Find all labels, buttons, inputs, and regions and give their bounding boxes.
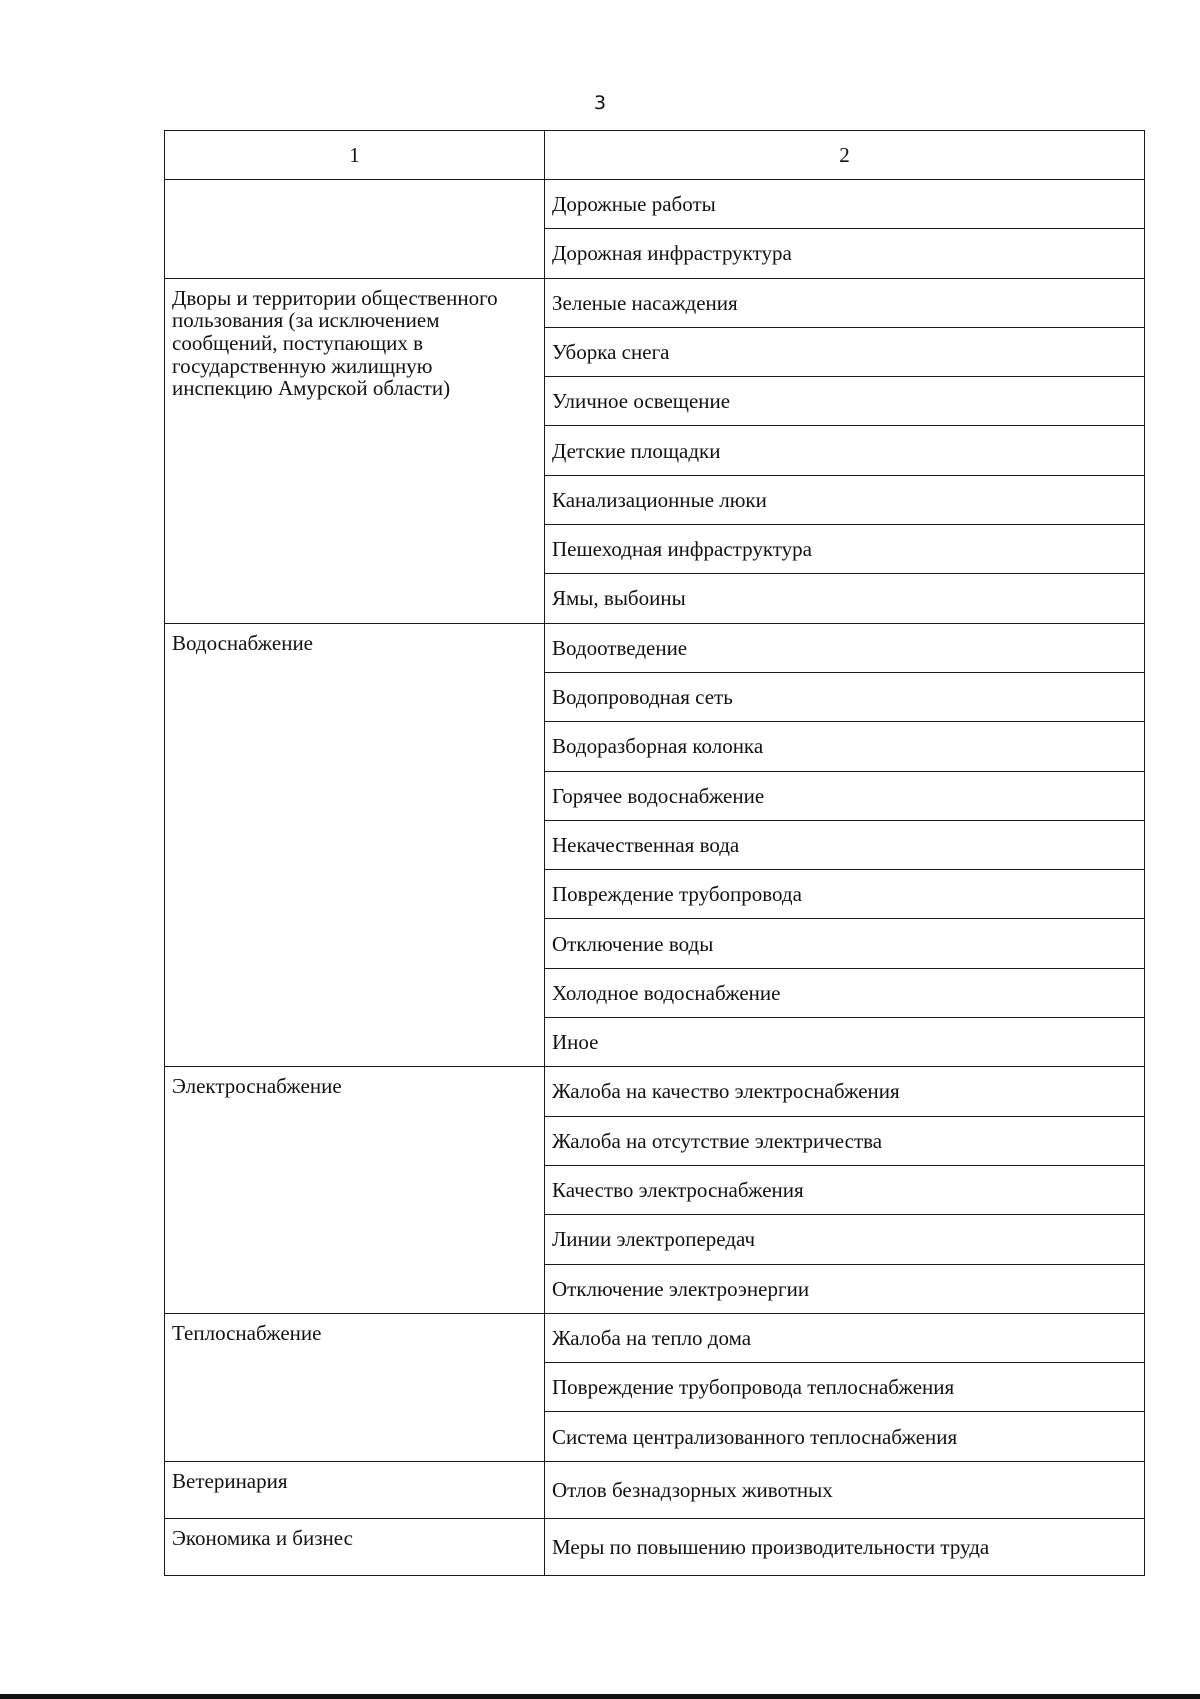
subcategory-cell: Жалоба на отсутствие электричества xyxy=(545,1116,1145,1165)
subcategory-cell: Система централизованного теплоснабжения xyxy=(545,1412,1145,1461)
subcategory-cell: Водоразборная колонка xyxy=(545,722,1145,771)
table-row xyxy=(165,1461,1145,1518)
subcategory-cell: Повреждение трубопровода xyxy=(545,870,1145,919)
scan-edge-line xyxy=(0,1694,1200,1699)
column-1-header: 1 xyxy=(165,131,545,180)
category-cell xyxy=(165,180,545,279)
subcategory-cell: Дорожные работы xyxy=(545,180,1145,229)
table-row xyxy=(165,278,1145,327)
subcategory-cell: Холодное водоснабжение xyxy=(545,968,1145,1017)
category-cell: Экономика и бизнес xyxy=(165,1519,545,1576)
subcategory-cell: Некачественная вода xyxy=(545,820,1145,869)
subcategory-cell: Меры по повышению производительности труда xyxy=(545,1519,1145,1576)
subcategory-cell: Жалоба на качество электроснабжения xyxy=(545,1067,1145,1116)
column-2-header: 2 xyxy=(545,131,1145,180)
table-row xyxy=(165,180,1145,229)
subcategory-cell: Канализационные люки xyxy=(545,475,1145,524)
subcategory-cell: Отлов безнадзорных животных xyxy=(545,1461,1145,1518)
subcategory-cell: Отключение электроэнергии xyxy=(545,1264,1145,1313)
subcategory-cell: Повреждение трубопровода теплоснабжения xyxy=(545,1363,1145,1412)
table-row xyxy=(165,1067,1145,1116)
subcategory-cell: Пешеходная инфраструктура xyxy=(545,525,1145,574)
category-cell: Ветеринария xyxy=(165,1461,545,1518)
table-header-row xyxy=(165,131,1145,180)
category-cell: Электроснабжение xyxy=(165,1067,545,1313)
subcategory-cell: Водоотведение xyxy=(545,623,1145,672)
subcategory-cell: Иное xyxy=(545,1018,1145,1067)
page-number: 3 xyxy=(593,92,607,114)
table-row xyxy=(165,623,1145,672)
category-cell: Теплоснабжение xyxy=(165,1313,545,1461)
subcategory-cell: Качество электроснабжения xyxy=(545,1165,1145,1214)
table-row xyxy=(165,1519,1145,1576)
subcategory-cell: Жалоба на тепло дома xyxy=(545,1313,1145,1362)
table-row xyxy=(165,1313,1145,1362)
subcategory-cell: Уборка снега xyxy=(545,327,1145,376)
subcategory-cell: Отключение воды xyxy=(545,919,1145,968)
subcategory-cell: Линии электропередач xyxy=(545,1215,1145,1264)
subcategory-cell: Горячее водоснабжение xyxy=(545,771,1145,820)
subcategory-cell: Водопроводная сеть xyxy=(545,672,1145,721)
subcategory-cell: Детские площадки xyxy=(545,426,1145,475)
subcategory-cell: Зеленые насаждения xyxy=(545,278,1145,327)
subcategory-cell: Ямы, выбоины xyxy=(545,574,1145,623)
subcategory-cell: Уличное освещение xyxy=(545,377,1145,426)
subcategory-cell: Дорожная инфраструктура xyxy=(545,229,1145,278)
category-cell: Дворы и территории общественного пользования (за исключением сообщений, поступающих в государственную жилищную инспекцию Амурской области) xyxy=(165,278,545,623)
category-table xyxy=(164,130,1145,1576)
category-cell: Водоснабжение xyxy=(165,623,545,1067)
